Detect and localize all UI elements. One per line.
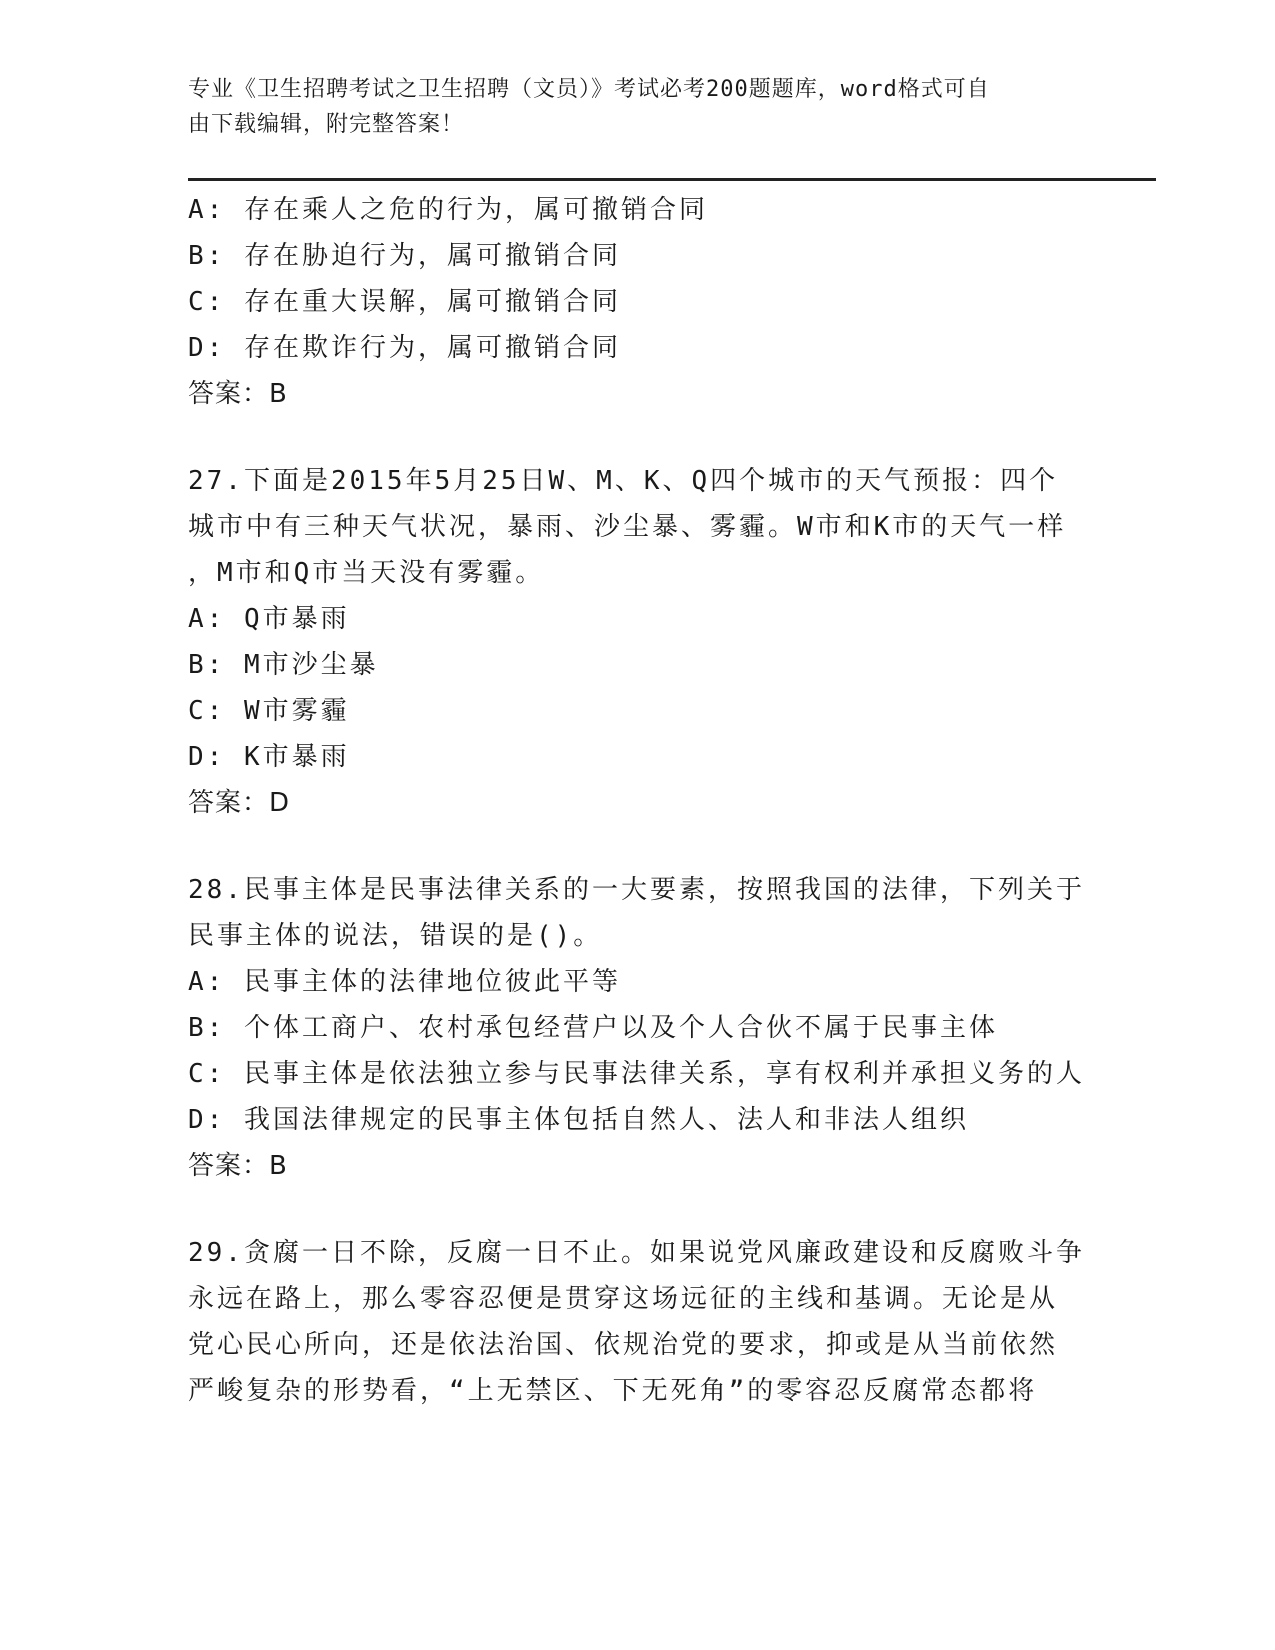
spacer <box>188 826 1088 867</box>
question-text-line: 28.民事主体是民事法律关系的一大要素，按照我国的法律，下列关于 <box>188 875 1085 905</box>
question-text-line: 严峻复杂的形势看，“上无禁区、下无死角”的零容忍反腐常态都将 <box>188 1376 1038 1406</box>
question-text-line: 城市中有三种天气状况，暴雨、沙尘暴、雾霾。W市和K市的天气一样 <box>188 512 1067 542</box>
question-28 <box>188 867 1088 1189</box>
option-a: A: 存在乘人之危的行为，属可撤销合同 <box>188 195 708 225</box>
spacer <box>188 1189 1088 1230</box>
header-divider <box>188 178 1156 181</box>
answer: 答案：D <box>188 788 291 818</box>
question-text-line: 永远在路上，那么零容忍便是贯穿这场远征的主线和基调。无论是从 <box>188 1284 1059 1314</box>
question-29 <box>188 1230 1088 1414</box>
question-text-line: ，M市和Q市当天没有雾霾。 <box>188 558 545 588</box>
option-b: B: 个体工商户、农村承包经营户以及个人合伙不属于民事主体 <box>188 1013 998 1043</box>
option-d: D: 存在欺诈行为，属可撤销合同 <box>188 333 621 363</box>
question-list <box>188 187 1088 1414</box>
document-header <box>188 72 1068 142</box>
answer: 答案：B <box>188 379 288 409</box>
question-text-line: 民事主体的说法，错误的是()。 <box>188 921 603 951</box>
question-26 <box>188 187 1088 417</box>
option-d: D: K市暴雨 <box>188 742 350 772</box>
question-text-line: 29.贪腐一日不除，反腐一日不止。如果说党风廉政建设和反腐败斗争 <box>188 1238 1085 1268</box>
answer: 答案：B <box>188 1151 288 1181</box>
option-a: A: Q市暴雨 <box>188 604 350 634</box>
option-c: C: W市雾霾 <box>188 696 350 726</box>
question-27 <box>188 458 1088 826</box>
header-line-1: 专业《卫生招聘考试之卫生招聘（文员）》考试必考200题题库，word格式可自 <box>188 77 990 102</box>
question-text-line: 27.下面是2015年5月25日W、M、K、Q四个城市的天气预报：四个 <box>188 466 1059 496</box>
spacer <box>188 417 1088 458</box>
option-c: C: 存在重大误解，属可撤销合同 <box>188 287 621 317</box>
header-line-2: 由下载编辑，附完整答案！ <box>188 112 465 137</box>
option-b: B: M市沙尘暴 <box>188 650 379 680</box>
option-a: A: 民事主体的法律地位彼此平等 <box>188 967 621 997</box>
question-text-line: 党心民心所向，还是依法治国、依规治党的要求，抑或是从当前依然 <box>188 1330 1059 1360</box>
option-d: D: 我国法律规定的民事主体包括自然人、法人和非法人组织 <box>188 1105 969 1135</box>
option-c: C: 民事主体是依法独立参与民事法律关系，享有权利并承担义务的人 <box>188 1059 1085 1089</box>
option-b: B: 存在胁迫行为，属可撤销合同 <box>188 241 621 271</box>
